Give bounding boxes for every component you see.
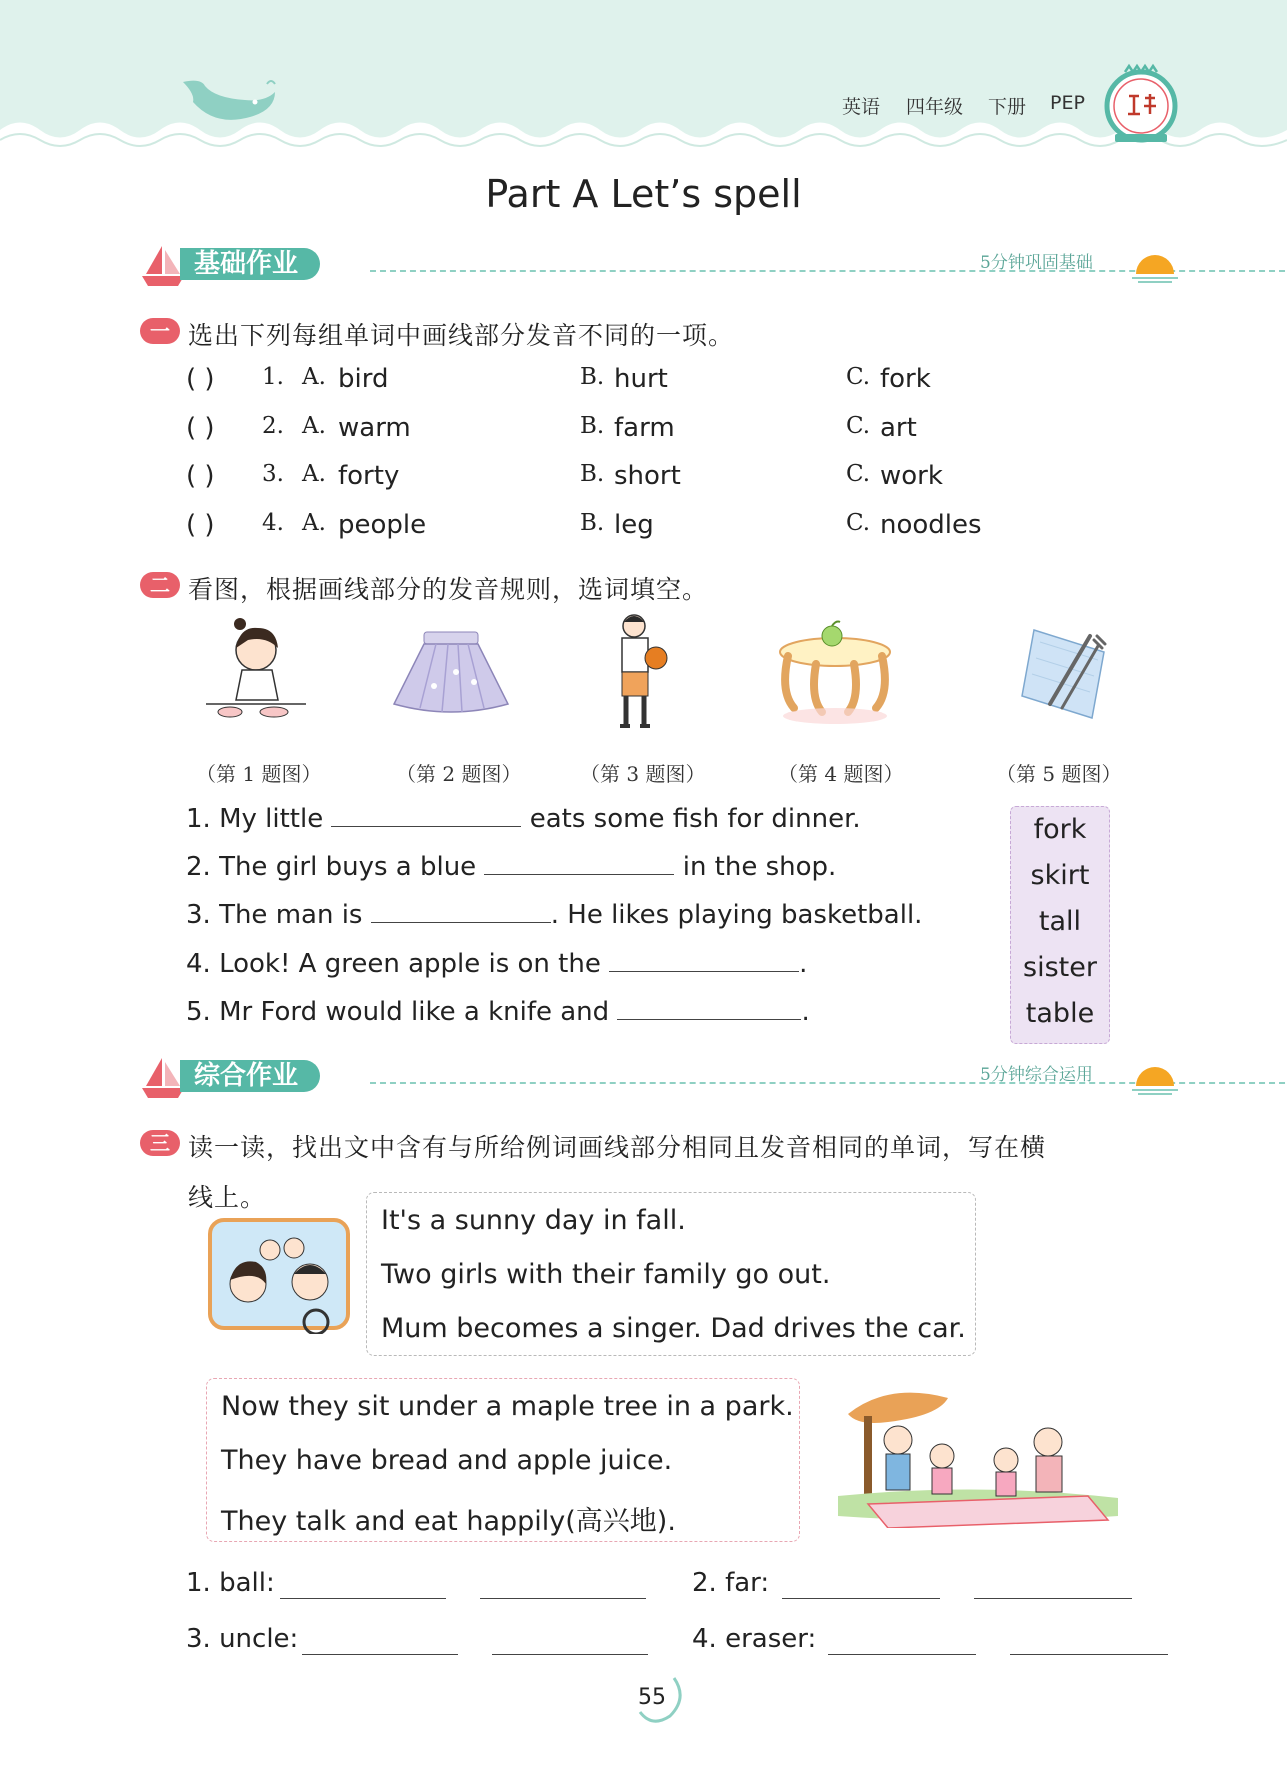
answer-blank[interactable] — [609, 945, 799, 972]
option-a-word: warm — [338, 413, 411, 443]
option-c-label: C. — [846, 364, 871, 390]
sentence-start: 2. The girl buys a blue — [186, 852, 485, 882]
question-number: 1. — [262, 364, 284, 390]
sentence-end: . — [799, 949, 808, 979]
basic-section-banner — [140, 244, 1180, 284]
option-a-label: A. — [302, 413, 326, 439]
sentence-end: . He likes playing basketball. — [550, 900, 923, 930]
publisher-logo — [1103, 60, 1179, 148]
fill-in-sentence — [186, 896, 922, 930]
girl-eating-fish-picture — [196, 612, 326, 732]
answer-blank[interactable] — [617, 993, 801, 1020]
exercise-1-row — [0, 461, 1287, 497]
option-a-word: forty — [338, 461, 400, 491]
answer-blank[interactable] — [331, 800, 521, 827]
exercise-1-row — [0, 510, 1287, 546]
answer-line[interactable] — [280, 1598, 446, 1599]
question-number: 4. — [262, 510, 284, 536]
header-volume: 下册 — [988, 96, 1027, 118]
answer-line[interactable] — [782, 1598, 940, 1599]
exercise-1-row — [0, 364, 1287, 400]
answer-line[interactable] — [492, 1654, 648, 1655]
answer-label: 1. ball: — [186, 1568, 275, 1598]
comprehensive-section-banner — [140, 1056, 1180, 1096]
answer-parentheses[interactable]: ( ) — [186, 461, 215, 491]
answer-blank[interactable] — [371, 896, 551, 923]
option-a-label: A. — [302, 461, 326, 487]
answer-label: 3. uncle: — [186, 1624, 299, 1654]
family-in-car-picture — [206, 1214, 352, 1334]
reading-passage-2 — [206, 1378, 800, 1542]
answer-label: 2. far: — [692, 1568, 770, 1598]
exercise-1-title: 选出下列每组单词中画线部分发音不同的一项。 — [188, 321, 735, 350]
sentence-start: 1. My little — [186, 804, 332, 834]
answer-parentheses[interactable]: ( ) — [186, 413, 215, 443]
exercise-3-title-continued: 线上。 — [188, 1183, 267, 1212]
question-number: 2. — [262, 413, 284, 439]
sentence-start: 3. The man is — [186, 900, 371, 930]
passage-line: Two girls with their family go out. — [381, 1259, 831, 1290]
option-c-word: work — [880, 461, 943, 491]
passage-line: Now they sit under a maple tree in a park. — [221, 1391, 794, 1422]
page-title: Part A Let’s spell — [485, 172, 802, 216]
fill-in-sentence — [186, 800, 861, 834]
header-grade: 四年级 — [906, 96, 964, 118]
option-c-word: art — [880, 413, 917, 443]
tall-man-picture — [586, 612, 716, 732]
option-b-word: farm — [614, 413, 675, 443]
option-b-label: B. — [580, 510, 605, 536]
exercise-1-tag: 一 — [140, 318, 180, 344]
option-c-word: noodles — [880, 510, 982, 540]
basic-section-label: 基础作业 — [180, 248, 320, 280]
basic-section-note: 5分钟巩固基础 — [980, 253, 1093, 273]
word-bank-item: sister — [1023, 952, 1097, 983]
answer-line[interactable] — [480, 1598, 646, 1599]
picture-caption: （第 2 题图） — [396, 762, 522, 786]
word-bank-item: tall — [1038, 906, 1082, 937]
fill-in-sentence — [186, 848, 836, 882]
answer-line[interactable] — [974, 1598, 1132, 1599]
skirt-picture — [386, 612, 516, 732]
header-edition: PEP — [1050, 92, 1085, 114]
question-number: 3. — [262, 461, 284, 487]
word-bank-item: fork — [1033, 814, 1087, 845]
comprehensive-section-label: 综合作业 — [180, 1060, 320, 1092]
answer-line[interactable] — [828, 1654, 976, 1655]
word-bank — [1010, 806, 1110, 1044]
page-number: 55 — [638, 1685, 666, 1710]
sunset-icon — [1130, 1056, 1180, 1096]
answer-parentheses[interactable]: ( ) — [186, 510, 215, 540]
option-c-word: fork — [880, 364, 931, 394]
whale-icon — [175, 72, 285, 132]
family-picnic-picture — [828, 1386, 1124, 1528]
header-subject: 英语 — [842, 96, 881, 118]
option-b-label: B. — [580, 364, 605, 390]
option-b-word: short — [614, 461, 681, 491]
passage-line: Mum becomes a singer. Dad drives the car. — [381, 1313, 966, 1344]
sunset-icon — [1130, 244, 1180, 284]
word-bank-item: table — [1025, 998, 1095, 1029]
answer-line[interactable] — [302, 1654, 458, 1655]
table-with-apple-picture — [770, 612, 900, 732]
option-c-label: C. — [846, 461, 871, 487]
option-b-label: B. — [580, 461, 605, 487]
fill-in-sentence — [186, 993, 810, 1027]
option-a-word: bird — [338, 364, 389, 394]
comprehensive-section-note: 5分钟综合运用 — [980, 1065, 1093, 1085]
passage-line: It's a sunny day in fall. — [381, 1205, 686, 1236]
option-b-label: B. — [580, 413, 605, 439]
picture-caption: （第 4 题图） — [778, 762, 904, 786]
answer-line[interactable] — [1010, 1654, 1168, 1655]
option-a-word: people — [338, 510, 427, 540]
word-bank-item: skirt — [1030, 860, 1090, 891]
exercise-3-tag: 三 — [140, 1130, 180, 1156]
option-b-word: leg — [614, 510, 654, 540]
option-a-label: A. — [302, 510, 326, 536]
passage-line: They have bread and apple juice. — [221, 1445, 673, 1476]
option-a-label: A. — [302, 364, 326, 390]
exercise-2-tag: 二 — [140, 572, 180, 598]
picture-caption: （第 1 题图） — [196, 762, 322, 786]
fill-in-sentence — [186, 945, 807, 979]
answer-blank[interactable] — [484, 848, 674, 875]
sentence-start: 5. Mr Ford would like a knife and — [186, 997, 618, 1027]
sentence-start: 4. Look! A green apple is on the — [186, 949, 610, 979]
reading-passage-1 — [366, 1192, 976, 1356]
sentence-end: . — [801, 997, 810, 1027]
option-c-label: C. — [846, 413, 871, 439]
exercise-1-row — [0, 413, 1287, 449]
picture-caption: （第 3 题图） — [580, 762, 706, 786]
option-c-label: C. — [846, 510, 871, 536]
exercise-2-title: 看图，根据画线部分的发音规则，选词填空。 — [188, 575, 709, 604]
answer-parentheses[interactable]: ( ) — [186, 364, 215, 394]
passage-line: They talk and eat happily(高兴地). — [221, 1506, 676, 1537]
knife-and-fork-picture — [1000, 612, 1130, 732]
exercise-3-title: 读一读，找出文中含有与所给例词画线部分相同且发音相同的单词，写在横 — [188, 1133, 1047, 1162]
answer-label: 4. eraser: — [692, 1624, 817, 1654]
picture-caption: （第 5 题图） — [996, 762, 1122, 786]
sentence-end: eats some fish for dinner. — [521, 804, 861, 834]
sentence-end: in the shop. — [674, 852, 837, 882]
option-b-word: hurt — [614, 364, 668, 394]
